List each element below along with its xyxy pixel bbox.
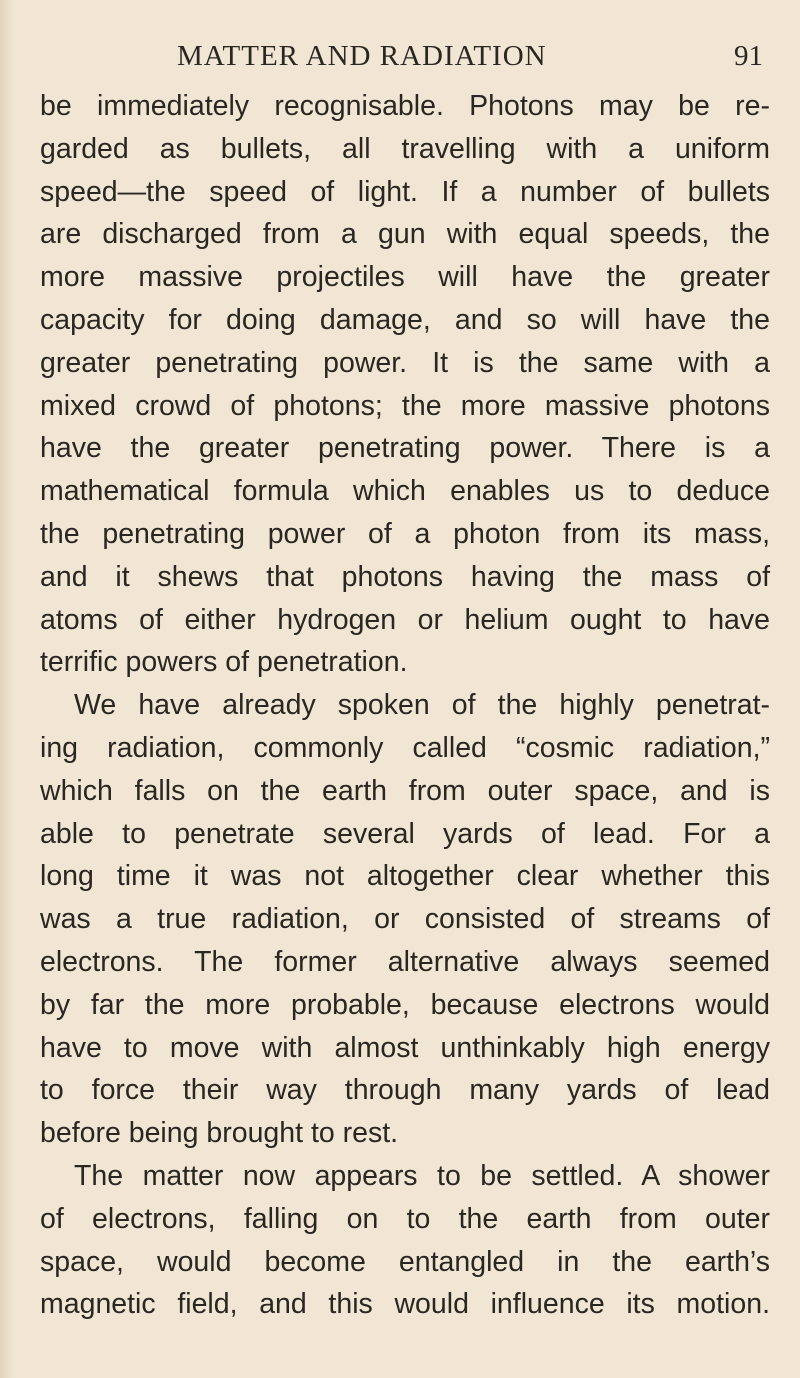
text-line: ing radiation, commonly called “cosmic radiation,” [40,731,770,764]
text-line: electrons. The former alternative always seemed [40,945,770,978]
text-line: magnetic field, and this would influence its motion. [40,1288,770,1321]
text-line: of electrons, falling on to the earth from outer [40,1202,770,1235]
text-line: are discharged from a gun with equal speeds, the [40,218,770,251]
text-line: space, would become entangled in the earth’s [40,1245,770,1278]
text-line: We have already spoken of the highly penetrat- [74,689,770,722]
text-line: which falls on the earth from outer space, and is [40,774,770,807]
text-line: able to penetrate several yards of lead. For a [40,817,770,850]
text-line: was a true radiation, or consisted of streams of [40,903,770,936]
text-line: by far the more probable, because electrons would [40,988,770,1021]
running-head [0,40,800,80]
text-line: mixed crowd of photons; the more massive photons [40,389,770,422]
text-line: garded as bullets, all travelling with a uniform [40,132,770,165]
gutter-shadow [0,0,14,1378]
text-line: capacity for doing damage, and so will have the [40,303,770,336]
running-title: MATTER AND RADIATION [177,40,547,72]
text-line: before being brought to rest. [40,1117,399,1150]
text-line: to force their way through many yards of lead [40,1074,770,1107]
text-line: and it shews that photons having the mass of [40,560,770,593]
text-line: speed—the speed of light. If a number of bullets [40,175,770,208]
page-number: 91 [734,40,763,72]
text-line: be immediately recognisable. Photons may be re- [40,90,770,122]
text-line: greater penetrating power. It is the same with a [40,346,770,379]
text-line: have the greater penetrating power. There is a [40,432,770,465]
body-text [40,85,770,1326]
text-line: mathematical formula which enables us to deduce [40,475,770,508]
text-line: atoms of either hydrogen or helium ought to have [40,603,770,636]
text-line: terrific powers of penetration. [40,646,408,679]
text-line: The matter now appears to be settled. A shower [74,1159,770,1192]
text-line: more massive projectiles will have the greater [40,261,770,294]
text-line: have to move with almost unthinkably high energy [40,1031,770,1064]
text-line: long time it was not altogether clear whether this [40,860,770,893]
text-line: the penetrating power of a photon from its mass, [40,517,770,550]
